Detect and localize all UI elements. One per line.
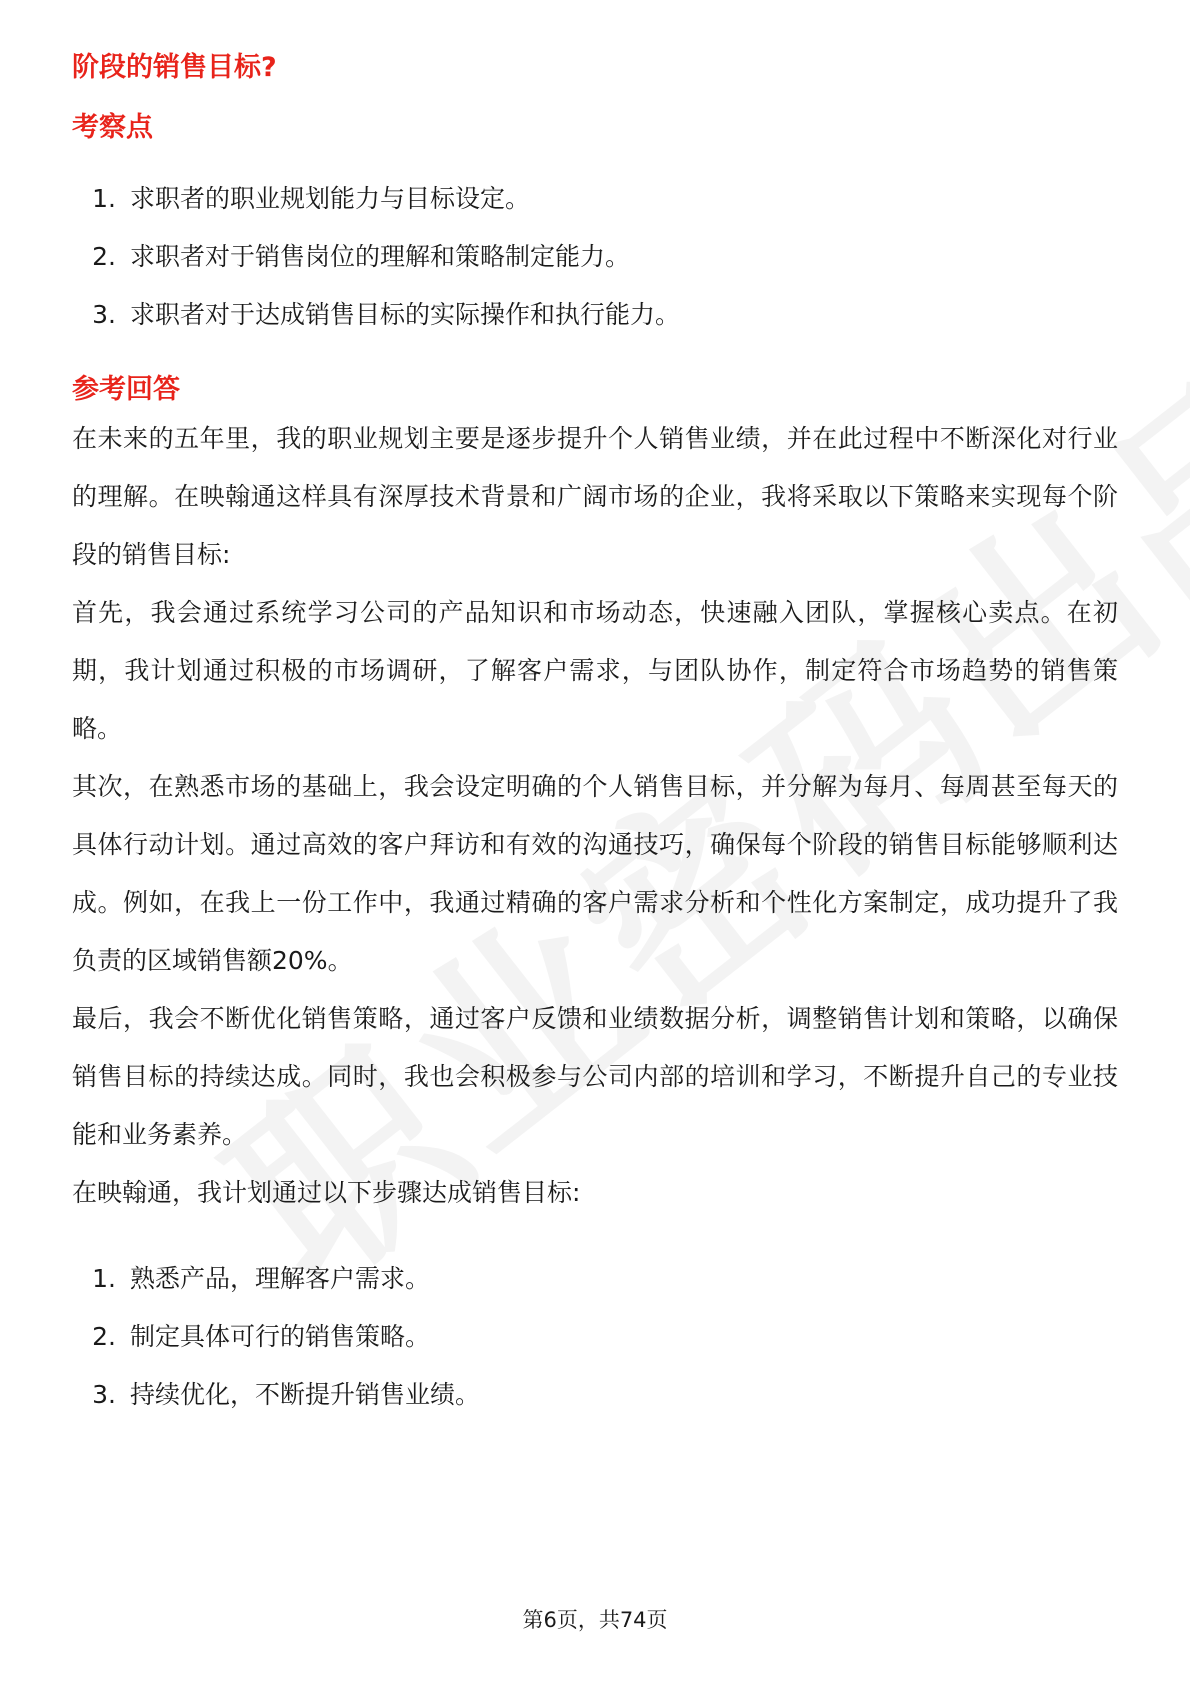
list-item [72, 228, 1118, 286]
focus-list [72, 170, 1118, 344]
list-text: 持续优化，不断提升销售业绩。 [130, 1380, 481, 1409]
list-text: 制定具体可行的销售策略。 [130, 1322, 431, 1351]
list-item [72, 170, 1118, 228]
continued-question-title: 阶段的销售目标? [72, 52, 277, 83]
list-item [72, 286, 1118, 344]
list-number: 1. [92, 1264, 116, 1293]
list-item [72, 1250, 1118, 1308]
list-item [72, 1308, 1118, 1366]
list-text: 熟悉产品，理解客户需求。 [130, 1264, 431, 1293]
list-number: 2. [92, 1322, 116, 1351]
focus-heading: 考察点 [72, 112, 153, 143]
answer-paragraph-second: 其次，在熟悉市场的基础上，我会设定明确的个人销售目标，并分解为每月、每周甚至每天的具体行动计划。通过高效的客户拜访和有效的沟通技巧，确保每个阶段的销售目标能够顺利达成。例如，在我上一份工作中，我通过精确的客户需求分析和个性化方案制定，成功提升了我负责的区域销售额20%。 [72, 772, 1118, 975]
list-text: 求职者对于达成销售目标的实际操作和执行能力。 [130, 300, 681, 329]
answer-paragraph-first: 首先，我会通过系统学习公司的产品知识和市场动态，快速融入团队，掌握核心卖点。在初期，我计划通过积极的市场调研，了解客户需求，与团队协作，制定符合市场趋势的销售策略。 [72, 598, 1118, 743]
list-text: 求职者对于销售岗位的理解和策略制定能力。 [130, 242, 631, 271]
list-number: 2. [92, 242, 116, 271]
page-content [72, 48, 1118, 1424]
list-number: 3. [92, 1380, 116, 1409]
answer-heading: 参考回答 [72, 374, 180, 405]
list-number: 3. [92, 300, 116, 329]
page-number-footer: 第6页，共74页 [522, 1608, 668, 1632]
answer-paragraph-last: 最后，我会不断优化销售策略，通过客户反馈和业绩数据分析，调整销售计划和策略，以确保销售目标的持续达成。同时，我也会积极参与公司内部的培训和学习，不断提升自己的专业技能和业务素养。 [72, 1004, 1118, 1149]
list-text: 求职者的职业规划能力与目标设定。 [130, 184, 531, 213]
list-item [72, 1366, 1118, 1424]
answer-paragraph-steps-intro: 在映翰通，我计划通过以下步骤达成销售目标: [72, 1178, 581, 1207]
steps-list [72, 1250, 1118, 1424]
list-number: 1. [92, 184, 116, 213]
answer-paragraph-intro: 在未来的五年里，我的职业规划主要是逐步提升个人销售业绩，并在此过程中不断深化对行业的理解。在映翰通这样具有深厚技术背景和广阔市场的企业，我将采取以下策略来实现每个阶段的销售目标: [72, 424, 1118, 569]
